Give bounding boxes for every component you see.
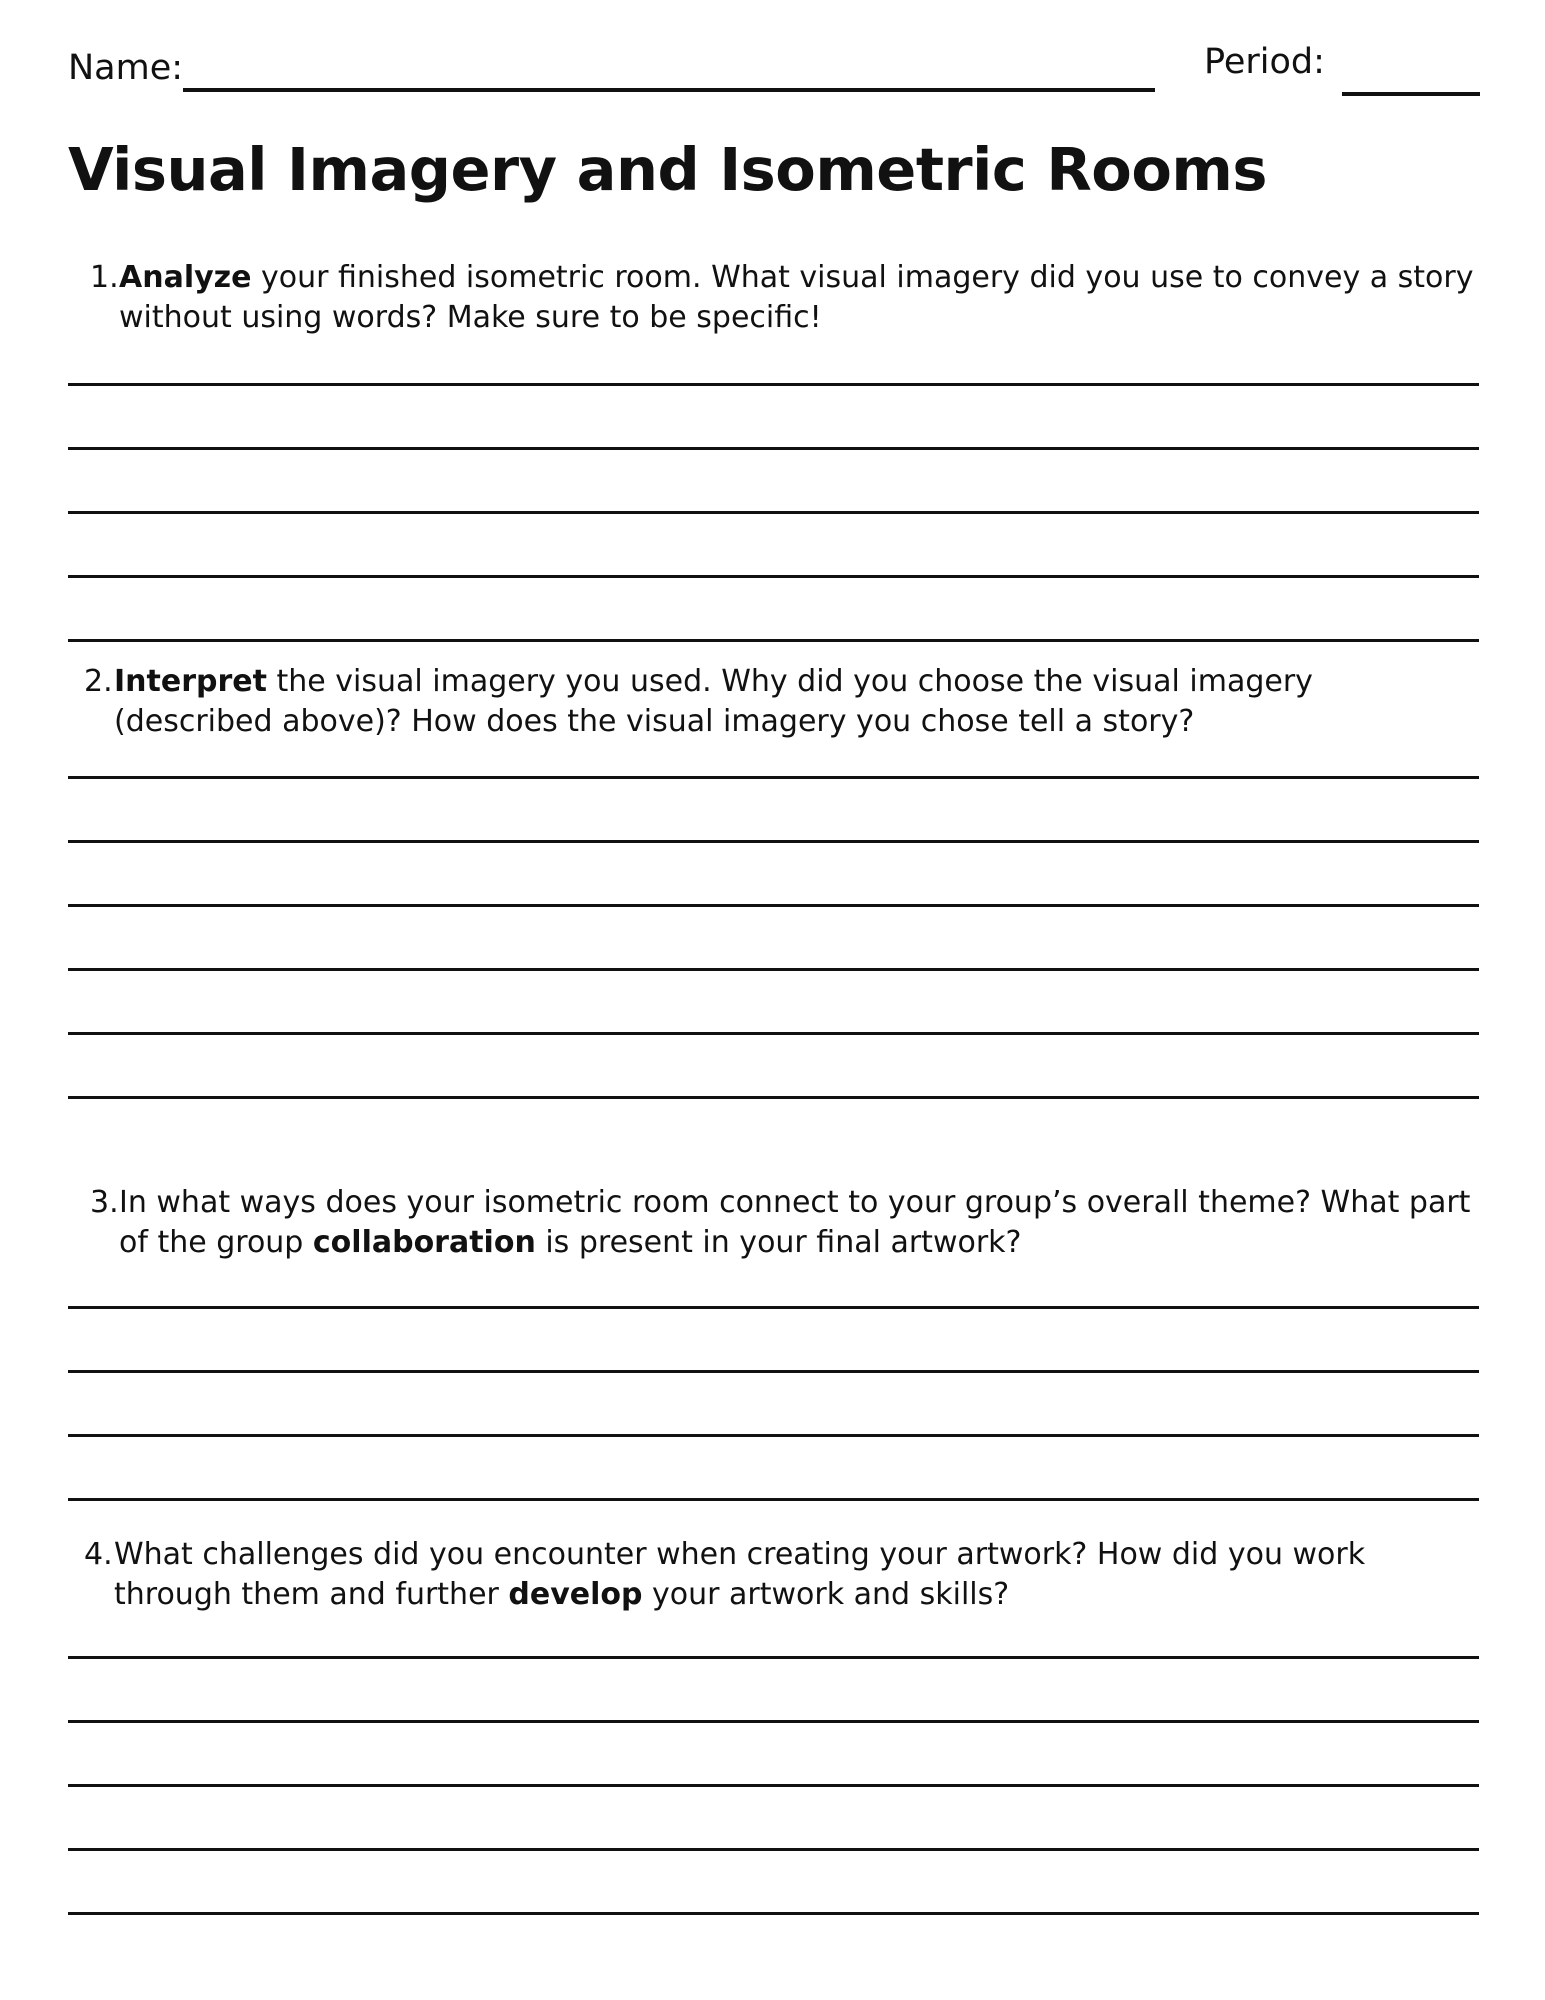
answer-line-1-2[interactable] [68,447,1479,450]
period-label: Period: [1204,42,1325,82]
answer-line-1-3[interactable] [68,511,1479,514]
question-text: What challenges did you encounter when creating your artwork? How did you work through them and further [114,1537,1366,1612]
question-text: the visual imagery you used. Why did you choose the visual imagery (described above)? How does the visual imagery you chose tell a story? [114,664,1313,739]
answer-line-1-5[interactable] [68,639,1479,642]
question-text: your finished isometric room. What visual imagery did you use to convey a story without using words? Make sure to be specific! [119,260,1474,335]
period-field[interactable] [1342,92,1480,96]
answer-line-3-2[interactable] [68,1370,1479,1373]
question-4 [84,1535,1480,1615]
answer-line-4-3[interactable] [68,1784,1479,1787]
question-keyword: Interpret [114,664,267,699]
question-2 [84,662,1480,742]
question-number: 1. [90,260,119,295]
answer-line-3-3[interactable] [68,1434,1479,1437]
question-number: 2. [84,664,113,699]
question-keyword: develop [508,1577,643,1612]
answer-line-1-1[interactable] [68,383,1479,386]
answer-line-2-3[interactable] [68,904,1479,907]
answer-line-3-1[interactable] [68,1306,1479,1309]
name-field[interactable] [183,88,1155,92]
question-number: 4. [84,1537,113,1572]
question-text: is present in your final artwork? [535,1225,1022,1260]
answer-line-4-5[interactable] [68,1912,1479,1915]
question-keyword: Analyze [119,260,252,295]
answer-line-4-2[interactable] [68,1720,1479,1723]
question-number: 3. [90,1185,119,1220]
answer-line-4-1[interactable] [68,1656,1479,1659]
answer-line-2-4[interactable] [68,968,1479,971]
answer-line-2-5[interactable] [68,1032,1479,1035]
question-text: your artwork and skills? [642,1577,1010,1612]
answer-line-3-4[interactable] [68,1498,1479,1501]
question-keyword: collaboration [312,1225,536,1260]
name-label: Name: [68,48,184,88]
answer-line-4-4[interactable] [68,1848,1479,1851]
answer-line-2-1[interactable] [68,776,1479,779]
answer-line-2-2[interactable] [68,840,1479,843]
answer-line-2-6[interactable] [68,1096,1479,1099]
question-3 [90,1183,1480,1263]
answer-line-1-4[interactable] [68,575,1479,578]
worksheet-title: Visual Imagery and Isometric Rooms [68,135,1267,204]
question-1 [90,258,1480,338]
question-text: In what ways does your isometric room connect to your group’s overall theme? What part of the group [119,1185,1471,1260]
